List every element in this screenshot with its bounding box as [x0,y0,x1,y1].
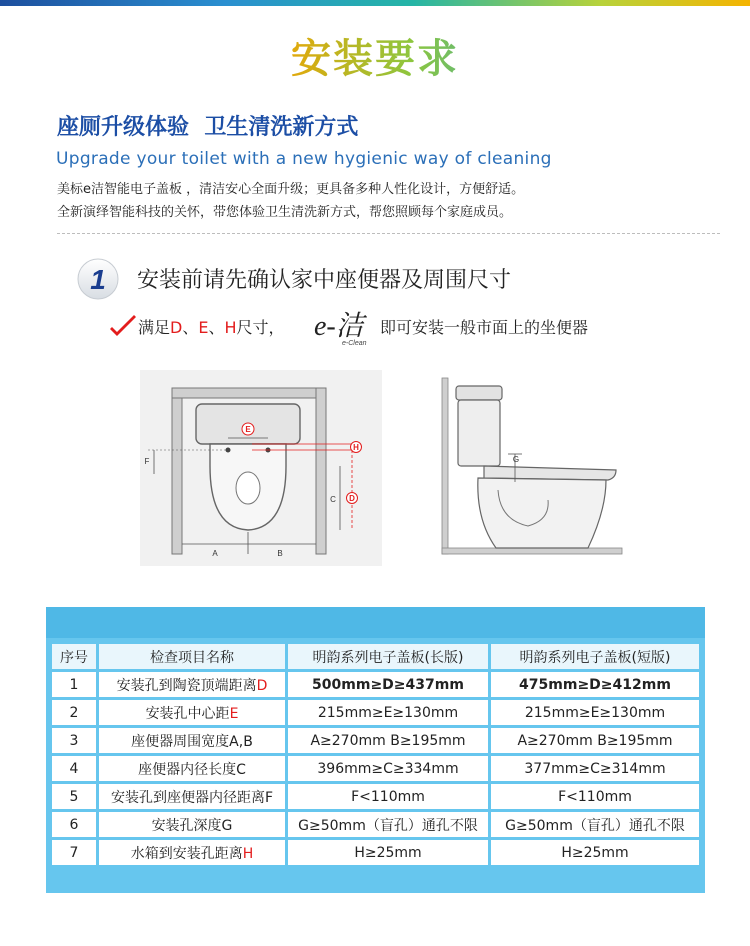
row-no: 4 [52,756,96,781]
row-long: 215mm≥E≥130mm [288,700,488,725]
spec-table-header-band [46,607,705,638]
table-row [52,728,699,753]
row-mark: H [242,845,254,862]
row-short: H≥25mm [491,840,699,865]
row-no: 6 [52,812,96,837]
dashed-divider [57,233,720,234]
row-no: 2 [52,700,96,725]
intro-line-1: 美标e洁智能电子盖板 ，清洁安心全面升级；更具备多种人性化设计，方便舒适。 [57,182,525,197]
row-name-text: 安装孔到陶瓷顶端距离 [116,677,257,694]
row-no: 5 [52,784,96,809]
req-letter-h: H [224,318,237,337]
req-sep-2: 、 [208,318,225,337]
spec-table-panel [46,607,705,893]
dim-label-g: G [512,455,520,464]
row-short: 475mm≥D≥412mm [491,672,699,697]
dim-label-d: D [349,494,355,503]
req-suffix: 尺寸， [236,318,285,337]
row-long: F<110mm [288,784,488,809]
table-row [52,756,699,781]
row-name-text: 安装孔中心距 [145,705,230,722]
row-long: G≥50mm（盲孔）通孔不限 [288,812,488,837]
page-title: 安装要求 [0,34,750,84]
logo-main-text: e-洁 [314,311,364,342]
row-long: 500mm≥D≥437mm [288,672,488,697]
dim-label-c: C [330,495,336,504]
req-letter-d: D [170,318,183,337]
row-name-text: 安装孔到座便器内径距离F [110,789,274,806]
row-short: G≥50mm（盲孔）通孔不限 [491,812,699,837]
spec-table [49,641,702,868]
back-wall [172,388,326,398]
row-name [99,784,285,809]
row-no: 1 [52,672,96,697]
dim-label-b: B [277,549,283,558]
row-name [99,700,285,725]
row-name [99,756,285,781]
step-number: 1 [90,264,106,295]
row-name-text: 座便器周围宽度A,B [131,733,253,750]
section-subheadline: Upgrade your toilet with a new hygienic way of cleaning [56,149,552,169]
toilet-side-view-diagram [438,370,628,566]
col-header-no: 序号 [52,644,96,669]
req-sep-1: 、 [182,318,199,337]
row-name [99,672,285,697]
table-row [52,784,699,809]
row-long: H≥25mm [288,840,488,865]
right-wall [316,388,326,554]
floor [442,548,622,554]
side-wall [442,378,448,554]
row-short: A≥270mm B≥195mm [491,728,699,753]
col-header-short: 明韵系列电子盖板(短版) [491,644,699,669]
col-header-long: 明韵系列电子盖板(长版) [288,644,488,669]
row-name-text: 安装孔深度G [151,817,233,834]
e-clean-logo [312,309,374,347]
col-header-item: 检查项目名称 [99,644,285,669]
table-row [52,700,699,725]
table-row [52,672,699,697]
spec-table-header-row [52,644,699,669]
row-short: F<110mm [491,784,699,809]
intro-line-2: 全新演绎智能科技的关怀，带您体验卫生清洗新方式，帮您照顾每个家庭成员。 [57,205,513,220]
logo-sub-text: e-Clean [342,340,367,347]
section-headline: 座厕升级体验 卫生清洗新方式 [57,115,359,140]
table-row [52,812,699,837]
row-mark: E [229,705,239,722]
row-no: 7 [52,840,96,865]
row-name [99,728,285,753]
row-mark: D [256,677,268,694]
row-short: 215mm≥E≥130mm [491,700,699,725]
row-long: 396mm≥C≥334mm [288,756,488,781]
requirement-line [138,316,285,340]
side-tank [458,400,500,466]
step-number-badge [76,257,120,301]
row-name [99,812,285,837]
row-long: A≥270mm B≥195mm [288,728,488,753]
dim-label-e: E [245,425,251,434]
step-title: 安装前请先确认家中座便器及周围尺寸 [137,268,512,293]
dim-label-f: F [144,457,150,466]
dim-label-a: A [212,549,218,558]
dim-label-h: H [353,443,359,452]
req-prefix: 满足 [138,318,171,337]
left-wall [172,388,182,554]
table-row [52,840,699,865]
row-short: 377mm≥C≥314mm [491,756,699,781]
top-color-bar [0,0,750,6]
row-no: 3 [52,728,96,753]
side-bowl [478,478,606,548]
req-letter-e: E [198,318,209,337]
row-name-text: 座便器内径长度C [138,761,246,778]
row-name-text: 水箱到安装孔距离 [130,845,243,862]
toilet-top-view-diagram [140,370,382,566]
checkmark-icon [108,314,138,342]
row-name [99,840,285,865]
footer-strip [0,926,750,946]
requirement-tail: 即可安装一般市面上的坐便器 [380,318,589,337]
side-tank-lid [456,386,502,400]
